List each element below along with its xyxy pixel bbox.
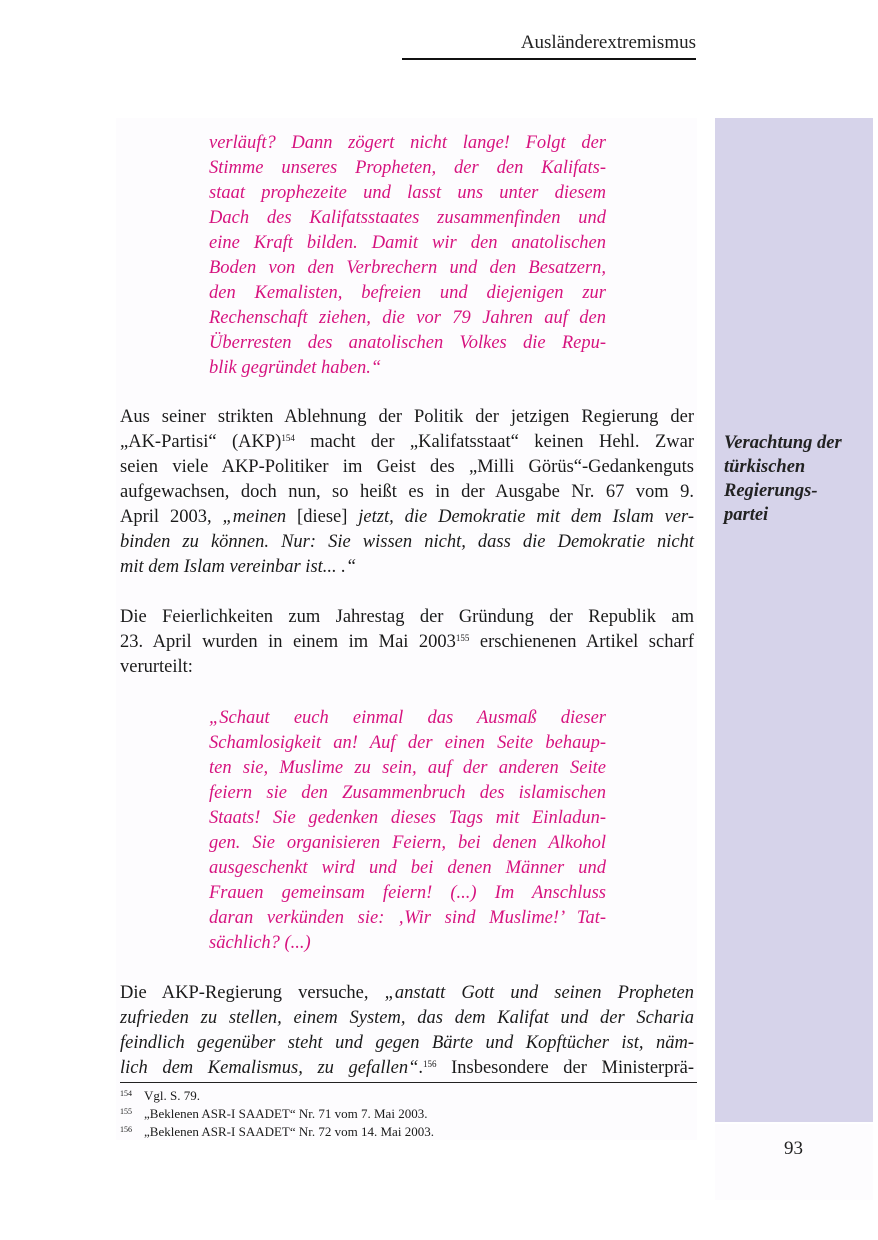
footnote	[120, 1123, 697, 1141]
paragraph-line: Die Feierlichkeiten zum Jahrestag der Gründung der Republik am	[120, 607, 694, 627]
running-header: Ausländerextremismus	[520, 32, 696, 53]
quote-line: Stimme unseres Propheten, der den Kalifats-	[209, 158, 606, 178]
text-run: erschienenen Artikel scharf	[469, 632, 694, 652]
italic-run: mit dem Islam vereinbar ist... .“	[120, 557, 357, 577]
margin-sidebar	[715, 118, 873, 1122]
italic-run: „meinen	[222, 507, 287, 527]
italic-run: feindlich gegenüber steht und gegen Bärte und Kopftücher ist, näm-	[120, 1033, 694, 1053]
paragraph-line: verurteilt:	[120, 657, 193, 677]
quote-line: ausgeschenkt wird und bei denen Männer und	[209, 858, 606, 878]
quote-line: Staats! Sie gedenken dieses Tags mit Einladun-	[209, 808, 606, 828]
text-run: Die AKP-Regierung versuche,	[120, 983, 385, 1003]
header-rule	[402, 58, 696, 60]
margin-note-line: partei	[724, 505, 769, 525]
quote-line: Überresten des anatolischen Volkes die Repu-	[209, 333, 606, 353]
quote-line: „Schaut euch einmal das Ausmaß dieser	[209, 708, 606, 728]
paragraph-line: seien viele AKP-Politiker im Geist des „Milli Görüs“-Gedankenguts	[120, 457, 694, 477]
margin-note	[724, 431, 869, 527]
paragraph-line: aufgewachsen, doch nun, so heißt es in der Ausgabe Nr. 67 vom 9.	[120, 482, 694, 502]
paragraph-line	[120, 430, 694, 455]
text-run: Insbesondere der Ministerprä-	[436, 1058, 694, 1078]
footnote-text: „Beklenen ASR-I SAADET“ Nr. 71 vom 7. Mai 2003.	[144, 1106, 428, 1121]
quote-line: verläuft? Dann zögert nicht lange! Folgt der	[209, 133, 606, 153]
paragraph-line: Aus seiner strikten Ablehnung der Politik der jetzigen Regierung der	[120, 407, 694, 427]
margin-note-line: Regierungs-	[724, 481, 818, 501]
italic-run: zufrieden zu stellen, einem System, das dem Kalifat und der Scharia	[120, 1008, 694, 1028]
quote-line: daran verkünden sie: ‚Wir sind Muslime!’ Tat-	[209, 908, 606, 928]
paragraph-line	[120, 555, 694, 580]
footnote-ref: 154	[281, 433, 295, 443]
italic-run: „anstatt Gott und seinen Propheten	[384, 983, 694, 1003]
footnote	[120, 1105, 697, 1123]
quote-line: Boden von den Verbrechern und den Besatzern,	[209, 258, 606, 278]
footnote-number: 154	[120, 1089, 132, 1098]
quote-line: Rechenschaft ziehen, die vor 79 Jahren auf den	[209, 308, 606, 328]
paragraph-feierlichkeiten	[120, 605, 694, 680]
block-quote-2	[209, 706, 606, 956]
footnotes	[120, 1087, 697, 1141]
quote-line: staat prophezeite und lasst uns unter diesem	[209, 183, 606, 203]
quote-line: Frauen gemeinsam feiern! (...) Im Anschluss	[209, 883, 606, 903]
text-run: .	[418, 1058, 423, 1078]
paragraph-line	[120, 1056, 694, 1081]
footnote	[120, 1087, 697, 1105]
paragraph-line	[120, 1006, 694, 1031]
paragraph-akp	[120, 405, 694, 580]
footnote-text: Vgl. S. 79.	[144, 1088, 200, 1103]
quote-line: gen. Sie organisieren Feiern, bei denen Alkohol	[209, 833, 606, 853]
text-run: 23. April wurden in einem im Mai 2003	[120, 632, 456, 652]
margin-note-line: türkischen	[724, 457, 806, 477]
page-number: 93	[784, 1138, 803, 1159]
page-number-box	[715, 1124, 873, 1200]
quote-line: sächlich? (...)	[209, 933, 311, 953]
quote-line: den Kemalisten, befreien und diejenigen zur	[209, 283, 606, 303]
block-quote-1	[209, 131, 606, 381]
paragraph-line	[120, 505, 694, 530]
quote-line: Schamlosigkeit an! Auf der einen Seite behaup-	[209, 733, 606, 753]
quote-line: blik gegründet haben.“	[209, 358, 382, 378]
paragraph-line	[120, 530, 694, 555]
italic-run: jetzt, die Demokratie mit dem Islam ver-	[358, 507, 694, 527]
footnote-ref: 155	[455, 633, 470, 643]
paragraph-line	[120, 630, 694, 655]
quote-line: ten sie, Muslime zu sein, auf der anderen Seite	[209, 758, 606, 778]
footnote-rule	[120, 1082, 697, 1083]
quote-line: eine Kraft bilden. Damit wir den anatolischen	[209, 233, 606, 253]
paragraph-line	[120, 981, 694, 1006]
paragraph-akp-regierung	[120, 981, 694, 1081]
quote-line: Dach des Kalifatsstaates zusammenfinden und	[209, 208, 606, 228]
italic-run: lich dem Kemalismus, zu gefallen“	[120, 1058, 419, 1078]
italic-run: binden zu können. Nur: Sie wissen nicht, dass die Demokratie nicht	[120, 532, 694, 552]
margin-note-line: Verachtung der	[724, 433, 842, 453]
footnote-ref: 156	[423, 1059, 437, 1069]
text-run: macht der „Kalifatsstaat“ keinen Hehl. Zwar	[294, 432, 694, 452]
text-run: „AK-Partisi“ (AKP)	[120, 432, 282, 452]
quote-line: feiern sie den Zusammenbruch des islamischen	[209, 783, 606, 803]
text-run: [diese]	[286, 507, 359, 527]
footnote-number: 155	[120, 1107, 132, 1116]
text-run: April 2003,	[120, 507, 223, 527]
footnote-text: „Beklenen ASR-I SAADET“ Nr. 72 vom 14. Mai 2003.	[144, 1124, 434, 1139]
footnote-number: 156	[120, 1125, 132, 1134]
paragraph-line	[120, 1031, 694, 1056]
